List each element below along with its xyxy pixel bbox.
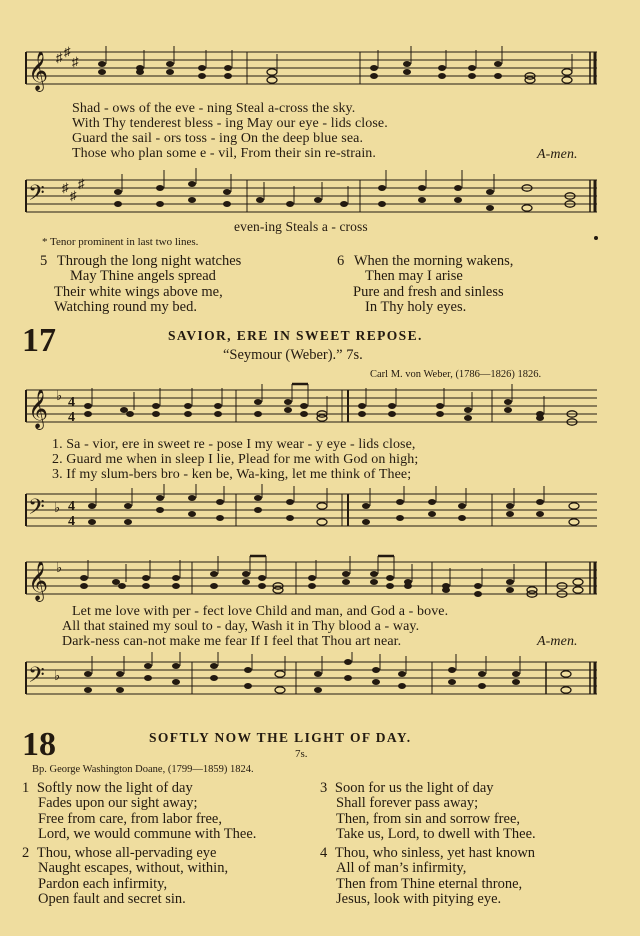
svg-text:♯: ♯ (70, 188, 77, 203)
verse-line: Then from Thine eternal throne, (336, 875, 523, 892)
hymn18-verse-2 (22, 846, 228, 908)
verse-line: Pardon each infirmity, (38, 875, 168, 892)
svg-text:4: 4 (68, 410, 75, 425)
svg-text:♭: ♭ (56, 388, 63, 403)
verse-number: 6 (337, 253, 345, 269)
hymn17-title: SAVIOR, ERE IN SWEET REPOSE. (168, 328, 423, 343)
hymn18-author: Bp. George Washington Doane, (1799—1859) 1824. (32, 764, 254, 775)
svg-text:♯: ♯ (56, 50, 63, 65)
verse-line: Their white wings above me, (54, 283, 223, 300)
svg-text:4: 4 (68, 514, 75, 529)
verse-line: Fades upon our sight away; (38, 795, 198, 812)
verse-line: In Thy holy eyes. (365, 299, 467, 316)
hymn16-amen: A-men. (537, 147, 578, 162)
svg-text:𝄞: 𝄞 (28, 53, 49, 90)
svg-text:4: 4 (68, 499, 75, 514)
verse-number: 1 (22, 780, 30, 796)
hymn18-verse-4 (320, 846, 535, 908)
hymn18-number: 18 (22, 726, 56, 763)
hymn17-number: 17 (22, 322, 56, 359)
hymn16-lyric-line-1: Shad - ows of the eve - ning Steal a-cross the sky. (72, 101, 356, 116)
svg-text:𝄢: 𝄢 (28, 181, 45, 210)
hymn16-verse-5 (40, 254, 241, 316)
verse-line: Jesus, look with pitying eye. (336, 891, 502, 908)
hymn17-lyric-1-1: 1. Sa - vior, ere in sweet re - pose I my wear - y eye - lids close, (52, 437, 416, 452)
verse-line: Open fault and secret sin. (38, 891, 186, 908)
svg-text:♯: ♯ (62, 180, 69, 195)
hymn16-verse-6 (337, 254, 513, 316)
hymn17-lyric-1-2: 2. Guard me when in sleep I lie, Plead for me with God on high; (52, 452, 419, 467)
hymn18-verse-1 (22, 781, 256, 843)
verse-line: Naught escapes, without, within, (38, 860, 229, 877)
hymn16-footnote: * Tenor prominent in last two lines. (42, 236, 199, 248)
dot-marker (594, 236, 598, 240)
verse-line: Thou, whose all-pervading eye (36, 845, 217, 861)
verse-number: 2 (22, 845, 30, 861)
verse-line: Lord, we would commune with Thee. (38, 826, 257, 843)
svg-text:♭: ♭ (56, 560, 63, 575)
hymn17-lyric-1-3: 3. If my slum-bers bro - ken be, Wa-king, let me think of Thee; (52, 467, 412, 482)
hymn18-meter: 7s. (295, 748, 308, 760)
hymn16-lyric-line-2: With Thy tenderest bless - ing May our eye - lids close. (72, 116, 388, 131)
svg-text:♭: ♭ (54, 500, 61, 515)
svg-text:♯: ♯ (72, 54, 79, 69)
hymn17-treble-staff-2 (22, 552, 602, 604)
verse-line: Shall forever pass away; (336, 795, 479, 812)
svg-text:♯: ♯ (64, 44, 71, 59)
hymn16-lyric-line-4: Those who plan some e - vil, From their sin re-strain. (72, 146, 377, 161)
hymn17-lyric-2-2: All that stained my soul to - day, Wash it in Thy blood a - way. (62, 619, 420, 634)
verse-line: Softly now the light of day (36, 780, 193, 796)
hymn17-treble-staff-1 (22, 380, 602, 432)
hymn17-bass-staff-2 (22, 652, 602, 704)
verse-line: Soon for us the light of day (334, 780, 494, 796)
verse-line: Watching round my bed. (54, 299, 197, 316)
hymn16-lyric-line-3: Guard the sail - ors toss - ing On the deep blue sea. (72, 131, 364, 146)
hymn16-bass-staff (22, 166, 602, 222)
hymn17-lyric-2-3: Dark-ness can-not make me fear If I feel that Thou art near. (62, 634, 402, 649)
hymn16-treble-staff (22, 42, 602, 94)
verse-line: Take us, Lord, to dwell with Thee. (336, 826, 536, 843)
verse-line: All of man’s infirmity, (336, 860, 467, 877)
verse-line: Through the long night watches (56, 253, 242, 269)
verse-line: Thou, who sinless, yet hast known (334, 845, 536, 861)
svg-text:𝄞: 𝄞 (28, 563, 49, 600)
hymn16-tenor-words: even-ing Steals a - cross (234, 219, 368, 234)
verse-number: 3 (320, 780, 328, 796)
verse-line: Then may I arise (365, 268, 463, 285)
hymn18-verse-3 (320, 781, 536, 843)
hymn17-bass-staff-1 (22, 484, 602, 536)
hymn17-tune: “Seymour (Weber).” 7s. (223, 347, 363, 363)
svg-text:𝄢: 𝄢 (28, 663, 45, 692)
verse-number: 4 (320, 845, 328, 861)
verse-number: 5 (40, 253, 48, 269)
svg-text:4: 4 (68, 395, 75, 410)
svg-text:𝄢: 𝄢 (28, 495, 45, 524)
svg-text:♯: ♯ (78, 176, 85, 191)
verse-line: Then, from sin and sorrow free, (336, 810, 521, 827)
svg-text:♭: ♭ (54, 668, 61, 683)
hymn17-amen: A-men. (537, 634, 578, 649)
svg-text:𝄞: 𝄞 (28, 391, 49, 428)
hymn17-composer: Carl M. von Weber, (1786—1826) 1826. (370, 369, 542, 380)
hymn17-lyric-2-1: Let me love with per - fect love Child and man, and God a - bove. (72, 604, 449, 619)
hymn18-title: SOFTLY NOW THE LIGHT OF DAY. (149, 730, 412, 745)
verse-line: May Thine angels spread (70, 268, 216, 285)
verse-line: When the morning wakens, (353, 253, 514, 269)
verse-line: Free from care, from labor free, (38, 810, 222, 827)
verse-line: Pure and fresh and sinless (353, 283, 504, 300)
